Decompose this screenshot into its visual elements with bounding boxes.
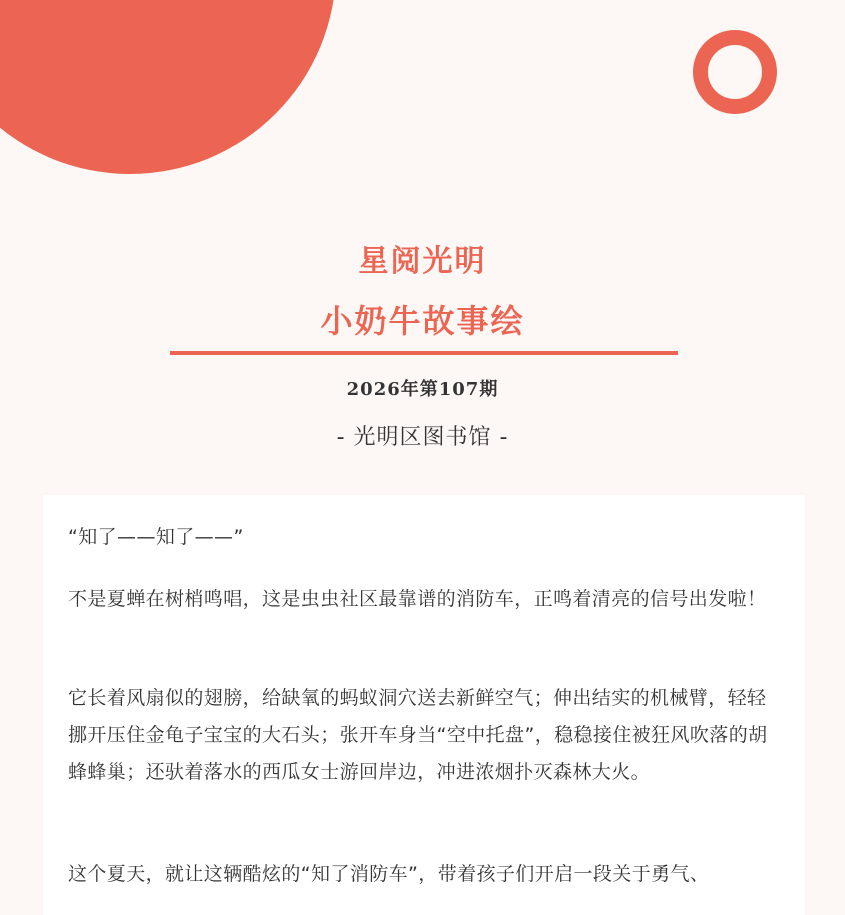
article-paragraph: 它长着风扇似的翅膀，给缺氧的蚂蚁洞穴送去新鲜空气；伸出结实的机械臂，轻轻挪开压住金龟子宝宝的大石头；张开车身当“空中托盘”，稳稳接住被狂风吹落的胡蜂蜂巢；还驮着落水的西瓜女士游回岸边，冲进浓烟扑灭森林大火。 [68,687,768,783]
issue-number: 2026年第107期 [346,379,499,400]
decorative-ring [693,30,777,114]
article-paragraph: 不是夏蝉在树梢鸣唱，这是虫虫社区最靠谱的消防车，正鸣着清亮的信号出发啦！ [68,588,767,610]
organization-name: - 光明区图书馆 - [336,425,509,450]
article-paragraph: “知了——知了——” [68,526,244,548]
article-paragraph: 这个夏天，就让这辆酷炫的“知了消防车”，带着孩子们开启一段关于勇气、 [68,863,710,885]
title-line-2: 小奶牛故事绘 [320,302,525,340]
title-divider [170,351,678,355]
title-line-1: 星阅光明 [358,244,487,279]
article-card [43,495,805,915]
decorative-circle [0,0,336,174]
